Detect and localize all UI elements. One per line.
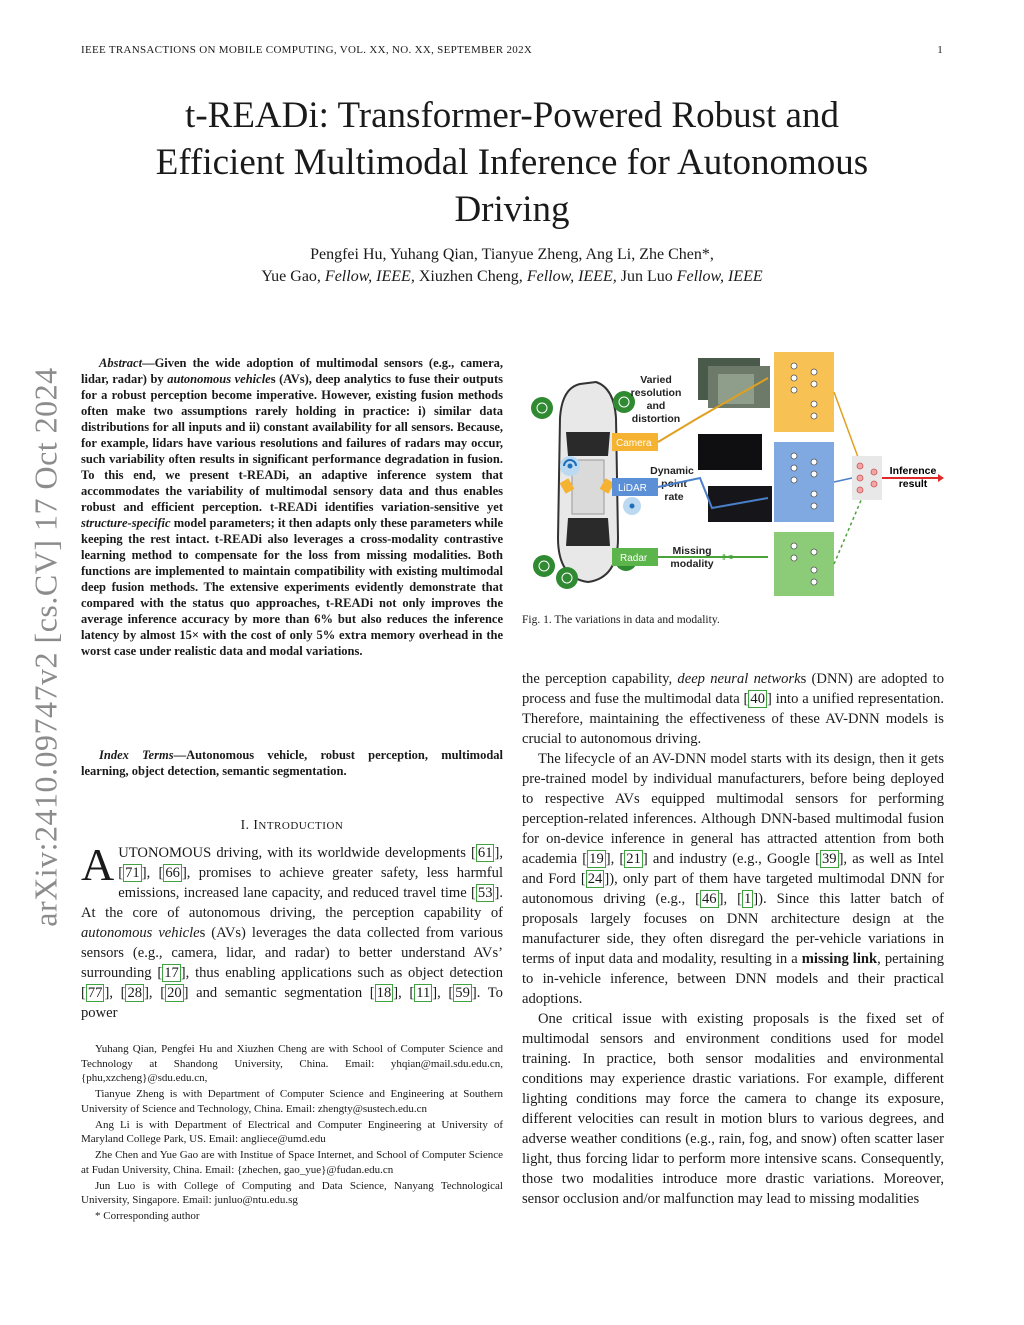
body-text: ], [ (393, 985, 415, 1001)
body-text: ] and semantic segmentation [ (183, 985, 375, 1001)
citation-link[interactable]: 61 (477, 845, 493, 861)
body-text: ], [ (144, 985, 166, 1001)
lidar-model-block (774, 442, 834, 522)
variation-label: distortion (631, 413, 681, 425)
abstract-label: Abstract (99, 356, 143, 370)
abstract-text: s (AVs), deep analytics to fuse their outputs for a robust perception become imperative. However, existing fusion methods often make two assumptions rarely holding in practice: i) similar data distributions for all inputs and ii) constant availability for all sensors. Because, for example, lidars have various resolutions and failures of radars may occur, such variability often results in significant performance degradation in fusion. To this end, we present t-READi, an adaptive inference system that accommodates the variability of multimodal sensory data and thus enables robust and efficient perception. t-READi identifies variation-sensitive yet (81, 372, 503, 514)
citation-link[interactable]: 17 (164, 965, 179, 981)
citation-link[interactable]: 40 (750, 691, 765, 707)
citation-link[interactable]: 53 (477, 885, 493, 901)
body-text: ]), only part of them have targeted multimodal DNN for autonomous driving (e.g., [ (522, 871, 944, 907)
arxiv-stamp (28, 352, 64, 942)
variation-label: Varied (640, 374, 672, 386)
body-text: ]. At the core of autonomous driving, the perception capability of (81, 885, 503, 921)
author-text: Yue Gao, (261, 268, 325, 285)
abstract-text: model parameters; it then adapts only these parameters while keeping the rest intact. t-READi also leverages a cross-modality contrastive learning method to compensate for the loss from missing modalities. Both functions are implemented to maintain compatibility with existing multimodal deep fusion methods. The extensive experiments evidently demonstrate that compared with the status quo approaches, t-READi not only improves the average inference accuracy by more than 6% but also reduces the inference latency by almost 15× with the cost of only 5% extra memory overhead in the worst case under realistic data and modal variations. (81, 516, 503, 658)
citation-link[interactable]: 66 (165, 865, 180, 881)
body-text: ], [ (718, 891, 742, 907)
body-text: ], [ (118, 845, 503, 881)
citation-link[interactable]: 19 (589, 851, 604, 867)
footnotes (81, 1042, 503, 1225)
body-text: ], [ (605, 851, 625, 867)
fusion-block (852, 456, 882, 500)
figure-caption: Fig. 1. The variations in data and modality. (522, 614, 720, 626)
paragraph (522, 669, 944, 749)
body-emph: autonomous vehicle (81, 925, 200, 941)
variation-label: point (661, 478, 687, 490)
figure-1-diagram (522, 348, 944, 598)
arxiv-id: arXiv:2410.09747v2 [cs.CV] 17 Oct 2024 (27, 367, 64, 927)
citation-link[interactable]: 46 (702, 891, 717, 907)
body-text: the perception capability, (522, 671, 678, 687)
figure-1 (522, 348, 944, 598)
paper-title (80, 92, 944, 233)
radar-model-block (774, 532, 834, 596)
section-title-rest: NTRODUCTION (258, 820, 344, 832)
body-text: ], [ (104, 985, 126, 1001)
drop-cap: A (81, 839, 115, 890)
journal-name: IEEE TRANSACTIONS ON MOBILE COMPUTING, VOL. XX, NO. XX, SEPTEMBER 202X (81, 44, 533, 56)
camera-label: Camera (616, 438, 652, 449)
title-line: t-READi: Transformer-Powered Robust and (185, 95, 839, 136)
author-text: Jun Luo (616, 268, 677, 285)
index-terms-label: Index Terms (99, 748, 174, 762)
body-text: ] and industry (e.g., Google [ (642, 851, 820, 867)
variation-label: rate (664, 491, 684, 503)
fellow-title: Fellow, IEEE, (526, 268, 617, 285)
body-text: , pertaining to in-vehicle inference, between DNN models and their practical adoptions. (522, 951, 945, 1007)
title-line: Driving (454, 189, 570, 230)
lidar-label: LiDAR (618, 483, 647, 494)
page-number: 1 (937, 44, 943, 56)
authors-line-1: Pengfei Hu, Yuhang Qian, Tianyue Zheng, Ang Li, Zhe Chen*, (310, 246, 714, 263)
author-list (80, 244, 944, 288)
radar-label: Radar (620, 553, 648, 564)
variation-label: Missing (672, 545, 712, 557)
body-text: ]). Since this latter batch of proposals largely focuses on DNN architecture design at the manufacturer side, they often disregard the per-vehicle variations in terms of input data and modality, resulting in a (522, 891, 944, 967)
fellow-title: Fellow, IEEE, (324, 268, 415, 285)
paragraph: One critical issue with existing proposals is the fixed set of multimodal sensors and environment conditions used for model training. In practice, both sensor modalities and environmental conditions may experience drastic variations. For example, different lighting conditions may force the camera to change its exposure, different velocities can result in motion blurs to various degrees, and adverse weather conditions (e.g., rain, fog, and snow) often scatter laser light, thus forcing lidar to perform more intensive scans. Consequently, those two modalities introduce more drastic variations. Moreover, sensor occlusion and/or malfunction may lead to missing modalities (522, 1011, 944, 1207)
body-text: s (DNN) are adopted to process and fuse the multimodal data [ (522, 671, 944, 707)
intro-paragraph (81, 839, 503, 1023)
variation-label: modality (670, 558, 714, 570)
variation-label: Dynamic (650, 465, 694, 477)
lidar-image (698, 434, 762, 470)
author-text: Xiuzhen Cheng, (414, 268, 527, 285)
body-text: ]. To power (81, 985, 503, 1021)
body-text: ], [ (141, 865, 164, 881)
inference-label: Inference (889, 465, 937, 477)
section-title-initial: I (253, 817, 259, 832)
section-number: I. (240, 817, 254, 832)
citation-link[interactable]: 59 (455, 985, 470, 1001)
footnote: * Corresponding author (95, 1210, 200, 1222)
fusion-arrow (834, 498, 862, 564)
citation-link[interactable]: 71 (125, 865, 140, 881)
citation-link[interactable]: 39 (821, 851, 837, 867)
body-bold: missing link (801, 951, 878, 967)
body-emph: deep neural network (677, 671, 801, 687)
body-text: ], as well as Intel and Ford [ (522, 851, 944, 887)
title-line: Efficient Multimodal Inference for Autonomous (155, 142, 869, 183)
footnote: Jun Luo is with College of Computing and Data Science, Nanyang Technological University, Singapore. Email: junluo@ntu.edu.sg (81, 1179, 503, 1206)
abstract-emph: autonomous vehicle (167, 372, 271, 386)
citation-link[interactable]: 24 (587, 871, 603, 887)
body-text: ], promises to achieve greater safety, less harmful emissions, increased lane capacity, and reduced travel time [ (118, 865, 503, 901)
variation-label: and (646, 400, 666, 412)
abstract-emph: structure-specific (81, 516, 171, 530)
fellow-title: Fellow, IEEE (676, 268, 763, 285)
body-text: ], thus enabling applications such as object detection [ (81, 965, 503, 1001)
citation-link[interactable]: 20 (167, 985, 182, 1001)
authors-line-2 (80, 266, 944, 288)
citation-link[interactable]: 28 (127, 985, 143, 1001)
citation-link[interactable]: 77 (87, 985, 103, 1001)
footnote: Yuhang Qian, Pengfei Hu and Xiuzhen Cheng are with School of Computer Science and Technology at Shandong University, China. Email: yhqian@mail.sdu.edu.cn, {phu,xzcheng}@sdu.edu.cn, (81, 1043, 503, 1084)
index-terms (81, 747, 503, 779)
section-heading (81, 817, 503, 833)
footnote: Tianyue Zheng is with Department of Computer Science and Engineering at Southern University of Science and Technology, China. Email: zhengty@sustech.edu.cn (81, 1088, 503, 1115)
right-column-text (522, 669, 944, 1209)
footnote: Ang Li is with Department of Electrical and Computer Engineering at University of Maryland College Park, US. Email: angliece@umd.edu (81, 1118, 503, 1145)
scissors-icon: ✂ (722, 549, 734, 565)
citation-link[interactable]: 1 (743, 891, 752, 907)
body-text: The lifecycle of an AV-DNN model starts with its design, then it gets pre-trained model by individual manufacturers, before being deployed to respective AVs equipped multimodal sensors for performing perception-related inferences. Although DNN-based multimodal fusion for on-device inference in general has attracted attention from both academia [ (522, 751, 944, 867)
index-terms-text: —Autonomous vehicle, robust perception, multimodal learning, object detection, semantic segmentation. (81, 748, 503, 778)
arrowhead-icon (938, 474, 944, 482)
citation-link[interactable]: 21 (626, 851, 641, 867)
citation-link[interactable]: 11 (416, 985, 431, 1001)
inference-label: result (898, 478, 928, 490)
camera-model-block (774, 352, 834, 432)
footnote: Zhe Chen and Yue Gao are with Institue of Space Internet, and School of Computer Science at Fudan University, China. Email: {zhechen, gao_yue}@fudan.edu.cn (81, 1149, 503, 1176)
abstract (81, 355, 503, 659)
body-text: s (AVs) leverages the data collected from various sensors (e.g., camera, lidar, and radar) to better understand AVs’ surrounding [ (81, 925, 503, 981)
fusion-arrow (834, 478, 852, 482)
body-text: UTONOMOUS driving, with its worldwide developments [ (118, 845, 476, 861)
abstract-text: —Given the wide adoption of multimodal sensors (e.g., camera, lidar, radar) by (81, 356, 503, 386)
citation-link[interactable]: 18 (376, 985, 392, 1001)
body-text: ] into a unified representation. Therefore, maintaining the effectiveness of these AV-DNN models is crucial to autonomous driving. (522, 691, 944, 747)
variation-label: resolution (630, 387, 682, 399)
paragraph (522, 749, 944, 1009)
running-header (81, 44, 943, 56)
body-text: ], [ (432, 985, 454, 1001)
